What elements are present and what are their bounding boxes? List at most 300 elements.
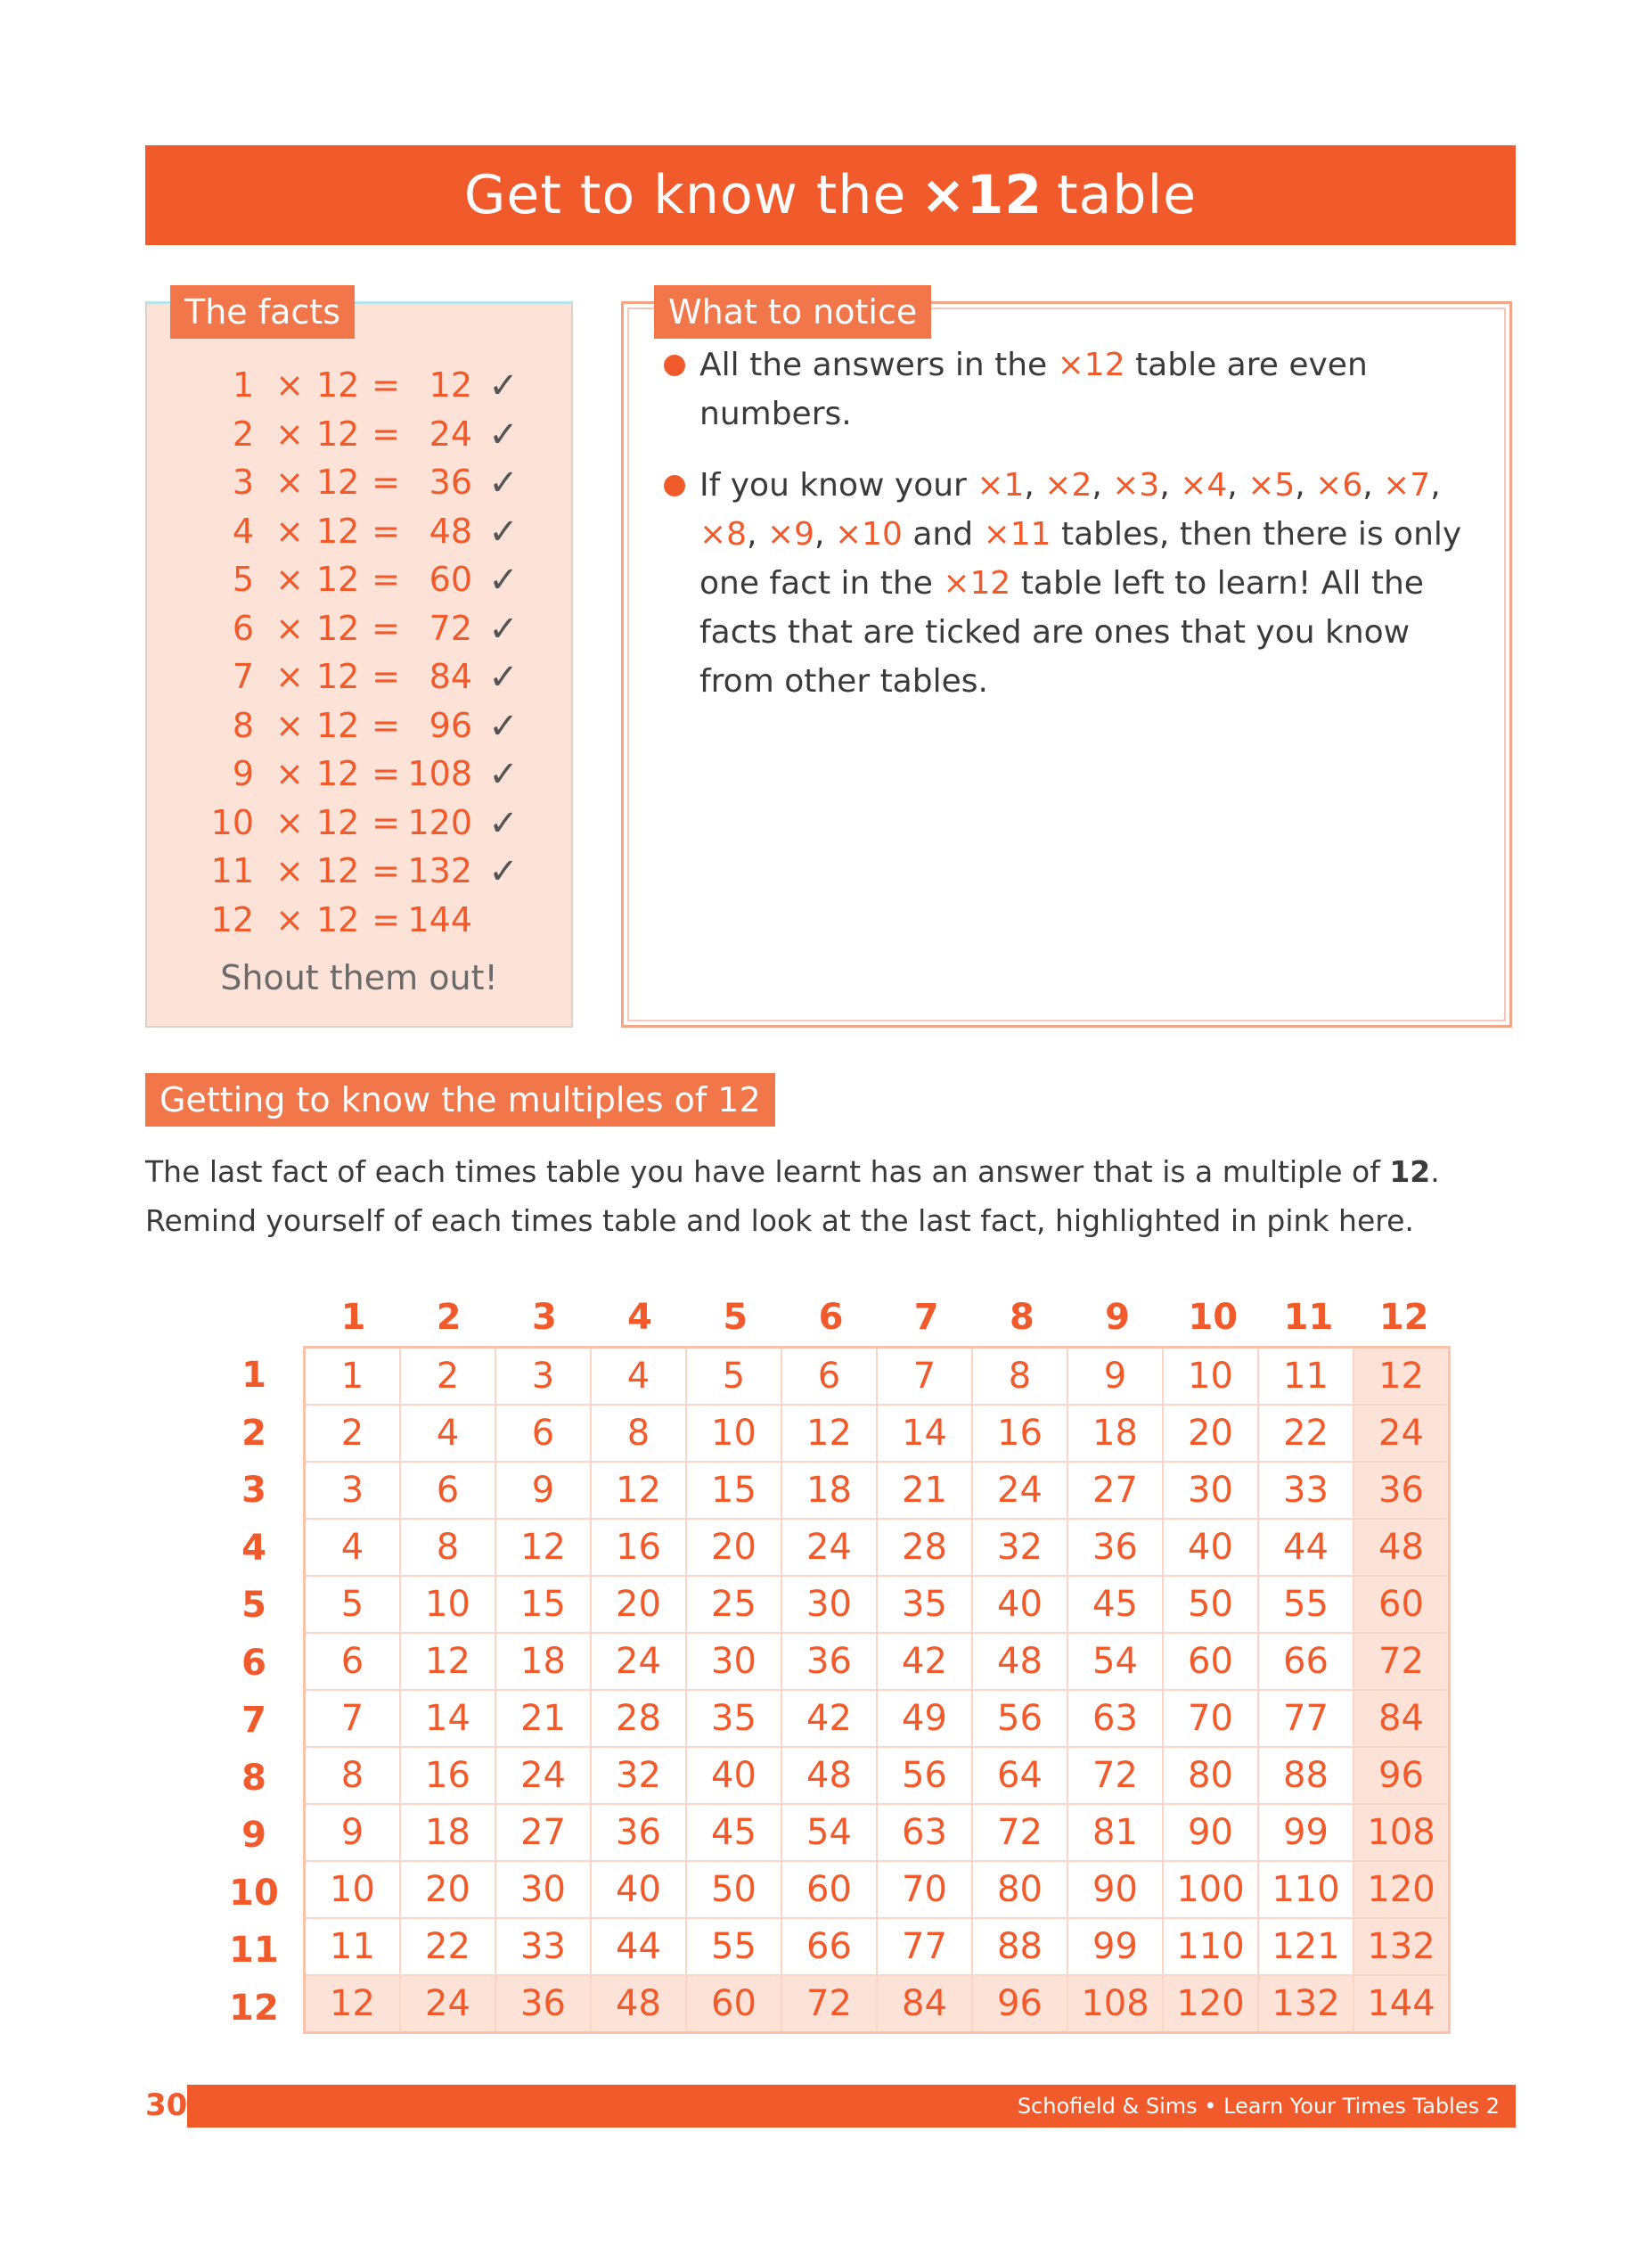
grid-cell: 40 xyxy=(686,1747,781,1804)
grid-row-header: 4 xyxy=(241,1527,266,1569)
notice-multiplier: ×10 xyxy=(834,516,903,553)
equals-sign: = xyxy=(372,463,400,502)
grid-cell: 60 xyxy=(686,1975,781,2033)
grid-cell: 36 xyxy=(1067,1519,1163,1576)
grid-cell: 8 xyxy=(305,1747,401,1804)
grid-cell: 10 xyxy=(305,1861,401,1918)
grid-cell: 9 xyxy=(1067,1348,1163,1406)
notice-text: table are even numbers. xyxy=(699,347,1368,432)
grid-cell: 84 xyxy=(1353,1690,1450,1747)
grid-cell: 7 xyxy=(877,1348,972,1406)
times-sign: × xyxy=(275,851,304,890)
facts-tab-label: The facts xyxy=(170,285,355,339)
grid-cell: 16 xyxy=(972,1405,1067,1462)
grid-cell: 12 xyxy=(305,1975,401,2033)
grid-cell: 20 xyxy=(1163,1405,1258,1462)
page-number: 30 xyxy=(145,2087,188,2123)
grid-cell: 21 xyxy=(877,1462,972,1519)
grid-cell: 44 xyxy=(1258,1519,1353,1576)
grid-cell: 84 xyxy=(877,1975,972,2033)
grid-row-header: 6 xyxy=(241,1642,266,1684)
fact-row xyxy=(205,414,544,463)
grid-cell: 120 xyxy=(1163,1975,1258,2033)
grid-row-header: 11 xyxy=(229,1930,279,1971)
grid-row-header: 10 xyxy=(229,1872,279,1914)
grid-cell: 66 xyxy=(1258,1633,1353,1690)
grid-cell: 60 xyxy=(1163,1633,1258,1690)
fact-multiplier: 12 xyxy=(316,851,360,890)
fact-multiplicand: 4 xyxy=(232,511,254,551)
bullet-dot xyxy=(664,355,685,376)
fact-row xyxy=(205,512,544,560)
grid-cell: 40 xyxy=(972,1576,1067,1633)
intro-text: . Remind yourself xyxy=(145,1154,1440,1238)
grid-row xyxy=(305,1405,1450,1462)
intro-text: of each times table and look at the last fact, highlighted in pink here. xyxy=(393,1203,1414,1238)
grid-cell: 80 xyxy=(972,1861,1067,1918)
fact-multiplicand: 8 xyxy=(232,705,254,745)
grid-row xyxy=(305,1690,1450,1747)
grid-column-header: 10 xyxy=(1188,1297,1239,1338)
fact-row xyxy=(205,365,544,414)
grid-cell: 77 xyxy=(877,1918,972,1975)
grid-cell: 33 xyxy=(495,1918,591,1975)
grid-cell: 25 xyxy=(686,1576,781,1633)
grid-cell: 36 xyxy=(781,1633,877,1690)
fact-multiplicand: 3 xyxy=(232,463,254,502)
grid-cell: 54 xyxy=(781,1804,877,1861)
equals-sign: = xyxy=(372,560,400,599)
fact-multiplier: 12 xyxy=(316,899,360,939)
fact-result: 36 xyxy=(429,463,472,502)
grid-cell: 54 xyxy=(1067,1633,1163,1690)
multiples-tab-label: Getting to know the multiples of 12 xyxy=(145,1073,775,1127)
title-prefix: Get to know the xyxy=(463,164,907,226)
fact-result: 108 xyxy=(407,754,472,793)
grid-cell: 88 xyxy=(1258,1747,1353,1804)
grid-column-header: 4 xyxy=(627,1297,653,1338)
grid-cell: 36 xyxy=(591,1804,686,1861)
grid-cell: 24 xyxy=(972,1462,1067,1519)
notice-bullet-1 xyxy=(699,340,1484,439)
fact-multiplicand: 1 xyxy=(232,365,254,405)
grid-cell: 24 xyxy=(400,1975,495,2033)
grid-cell: 16 xyxy=(591,1519,686,1576)
grid-cell: 22 xyxy=(400,1918,495,1975)
grid-cell: 60 xyxy=(1353,1576,1450,1633)
grid-cell: 132 xyxy=(1353,1918,1450,1975)
bullet-dot xyxy=(664,475,685,496)
grid-cell: 18 xyxy=(495,1633,591,1690)
grid-row xyxy=(305,1918,1450,1975)
grid-cell: 28 xyxy=(877,1519,972,1576)
multiplication-grid xyxy=(303,1346,1451,2034)
grid-cell: 7 xyxy=(305,1690,401,1747)
grid-cell: 45 xyxy=(686,1804,781,1861)
fact-row xyxy=(205,463,544,511)
grid-row-header: 3 xyxy=(241,1470,266,1511)
equals-sign: = xyxy=(372,754,400,793)
notice-text: in the xyxy=(840,565,933,602)
grid-cell: 30 xyxy=(495,1861,591,1918)
grid-cell: 99 xyxy=(1067,1918,1163,1975)
equals-sign: = xyxy=(372,705,400,745)
grid-cell: 4 xyxy=(305,1519,401,1576)
grid-row xyxy=(305,1576,1450,1633)
grid-cell: 42 xyxy=(877,1633,972,1690)
equals-sign: = xyxy=(372,365,400,405)
times-sign: × xyxy=(275,414,304,454)
fact-row xyxy=(205,706,544,754)
grid-column-header: 1 xyxy=(340,1297,366,1338)
grid-cell: 20 xyxy=(400,1861,495,1918)
fact-multiplier: 12 xyxy=(316,608,360,648)
grid-cell: 35 xyxy=(877,1576,972,1633)
grid-cell: 70 xyxy=(1163,1690,1258,1747)
fact-row xyxy=(205,803,544,851)
grid-cell: 24 xyxy=(781,1519,877,1576)
times-sign: × xyxy=(275,705,304,745)
grid-row-header: 2 xyxy=(241,1412,266,1454)
grid-cell: 120 xyxy=(1353,1861,1450,1918)
grid-cell: 72 xyxy=(1067,1747,1163,1804)
grid-cell: 15 xyxy=(495,1576,591,1633)
notice-text: ticked are ones that you know from other tables. xyxy=(699,614,1411,700)
fact-multiplier: 12 xyxy=(316,560,360,599)
fact-row xyxy=(205,657,544,705)
notice-multiplier: ×6 xyxy=(1315,467,1363,504)
grid-cell: 55 xyxy=(686,1918,781,1975)
fact-result: 60 xyxy=(429,560,472,599)
grid-column-header: 12 xyxy=(1378,1297,1429,1338)
notice-multiplier: ×2 xyxy=(1044,467,1092,504)
grid-row-header: 7 xyxy=(241,1700,266,1741)
fact-multiplicand: 9 xyxy=(232,754,254,793)
grid-cell: 1 xyxy=(305,1348,401,1406)
notice-bullet-2: If you know your ×1, ×2, ×3, ×4, ×5, ×6, ×7, ×8, ×9, ×10 and ×11 tables, then there is only one fact in the ×12 table left to learn! All the facts that are ticked are ones that you know from other tables. xyxy=(699,467,1462,700)
grid-cell: 9 xyxy=(495,1462,591,1519)
grid-row xyxy=(305,1804,1450,1861)
times-sign: × xyxy=(275,899,304,939)
grid-cell: 121 xyxy=(1258,1918,1353,1975)
grid-cell: 24 xyxy=(495,1747,591,1804)
grid-cell: 63 xyxy=(1067,1690,1163,1747)
fact-row xyxy=(205,754,544,802)
grid-cell: 64 xyxy=(972,1747,1067,1804)
grid-row-header: 9 xyxy=(241,1815,266,1856)
grid-cell: 72 xyxy=(972,1804,1067,1861)
fact-multiplier: 12 xyxy=(316,705,360,745)
title-multiplier: ×12 xyxy=(920,164,1043,226)
grid-cell: 12 xyxy=(781,1405,877,1462)
grid-cell: 5 xyxy=(686,1348,781,1406)
grid-column-header: 2 xyxy=(436,1297,462,1338)
intro-text: The last fact of each times table you have learnt has an answer that is a multiple of xyxy=(145,1154,1380,1189)
tick-icon: ✓ xyxy=(488,705,519,747)
grid-cell: 72 xyxy=(781,1975,877,2033)
notice-text: table left to learn! All the facts that are xyxy=(699,565,1424,651)
grid-cell: 10 xyxy=(400,1576,495,1633)
grid-cell: 20 xyxy=(686,1519,781,1576)
grid-column-header: 11 xyxy=(1283,1297,1334,1338)
grid-cell: 90 xyxy=(1163,1804,1258,1861)
fact-multiplier: 12 xyxy=(316,802,360,842)
grid-cell: 99 xyxy=(1258,1804,1353,1861)
times-sign: × xyxy=(275,365,304,405)
fact-multiplicand: 5 xyxy=(232,560,254,599)
times-sign: × xyxy=(275,608,304,648)
grid-column-header: 6 xyxy=(818,1297,844,1338)
grid-cell: 21 xyxy=(495,1690,591,1747)
grid-row xyxy=(305,1348,1450,1406)
tick-icon: ✓ xyxy=(488,657,519,698)
notice-text: If you know your xyxy=(699,467,967,504)
grid-cell: 2 xyxy=(400,1348,495,1406)
grid-cell: 20 xyxy=(591,1576,686,1633)
tick-icon: ✓ xyxy=(488,754,519,795)
tick-icon: ✓ xyxy=(488,365,519,406)
notice-text: tables, then there is only one fact xyxy=(699,516,1462,602)
grid-cell: 18 xyxy=(781,1462,877,1519)
multiplication-table xyxy=(303,1346,1451,2034)
grid-cell: 108 xyxy=(1353,1804,1450,1861)
times-sign: × xyxy=(275,802,304,842)
notice-multiplier: ×4 xyxy=(1180,467,1228,504)
notice-tab-label: What to notice xyxy=(654,285,931,339)
grid-row xyxy=(305,1975,1450,2033)
grid-cell: 48 xyxy=(591,1975,686,2033)
grid-cell: 72 xyxy=(1353,1633,1450,1690)
times-sign: × xyxy=(275,511,304,551)
grid-row xyxy=(305,1633,1450,1690)
equals-sign: = xyxy=(372,608,400,648)
grid-cell: 35 xyxy=(686,1690,781,1747)
grid-cell: 2 xyxy=(305,1405,401,1462)
grid-row xyxy=(305,1462,1450,1519)
fact-row xyxy=(205,560,544,608)
fact-result: 48 xyxy=(429,511,472,551)
grid-cell: 22 xyxy=(1258,1405,1353,1462)
grid-cell: 8 xyxy=(400,1519,495,1576)
grid-cell: 50 xyxy=(1163,1576,1258,1633)
fact-result: 72 xyxy=(429,608,472,648)
tick-icon: ✓ xyxy=(488,608,519,650)
grid-row-header: 1 xyxy=(241,1355,266,1396)
grid-cell: 3 xyxy=(495,1348,591,1406)
grid-cell: 36 xyxy=(495,1975,591,2033)
equals-sign: = xyxy=(372,657,400,696)
grid-cell: 12 xyxy=(495,1519,591,1576)
notice-multiplier: ×3 xyxy=(1112,467,1160,504)
times-sign: × xyxy=(275,463,304,502)
times-sign: × xyxy=(275,657,304,696)
equals-sign: = xyxy=(372,899,400,939)
shout-text: Shout them out! xyxy=(220,958,498,997)
grid-cell: 27 xyxy=(1067,1462,1163,1519)
grid-cell: 108 xyxy=(1067,1975,1163,2033)
equals-sign: = xyxy=(372,851,400,890)
grid-cell: 30 xyxy=(686,1633,781,1690)
grid-cell: 24 xyxy=(1353,1405,1450,1462)
notice-text: All the answers in the xyxy=(699,347,1048,383)
grid-cell: 96 xyxy=(1353,1747,1450,1804)
grid-cell: 8 xyxy=(591,1405,686,1462)
grid-cell: 88 xyxy=(972,1918,1067,1975)
grid-column-header: 7 xyxy=(913,1297,939,1338)
grid-cell: 96 xyxy=(972,1975,1067,2033)
grid-cell: 55 xyxy=(1258,1576,1353,1633)
grid-cell: 3 xyxy=(305,1462,401,1519)
grid-cell: 56 xyxy=(972,1690,1067,1747)
grid-cell: 8 xyxy=(972,1348,1067,1406)
grid-cell: 81 xyxy=(1067,1804,1163,1861)
fact-result: 84 xyxy=(429,657,472,696)
grid-cell: 12 xyxy=(591,1462,686,1519)
grid-cell: 63 xyxy=(877,1804,972,1861)
times-sign: × xyxy=(275,560,304,599)
grid-cell: 144 xyxy=(1353,1975,1450,2033)
grid-column-header: 8 xyxy=(1009,1297,1035,1338)
grid-cell: 40 xyxy=(1163,1519,1258,1576)
times-sign: × xyxy=(275,754,304,793)
grid-cell: 12 xyxy=(1353,1348,1450,1406)
fact-multiplier: 12 xyxy=(316,414,360,454)
grid-cell: 36 xyxy=(1353,1462,1450,1519)
notice-multiplier: ×9 xyxy=(766,516,815,553)
fact-multiplicand: 11 xyxy=(210,851,254,890)
grid-cell: 16 xyxy=(400,1747,495,1804)
grid-row xyxy=(305,1861,1450,1918)
grid-row xyxy=(305,1519,1450,1576)
notice-multiplier: ×8 xyxy=(699,516,748,553)
grid-column-header: 9 xyxy=(1105,1297,1131,1338)
grid-row-header: 5 xyxy=(241,1585,266,1626)
grid-cell: 4 xyxy=(591,1348,686,1406)
grid-cell: 6 xyxy=(400,1462,495,1519)
grid-cell: 11 xyxy=(305,1918,401,1975)
grid-cell: 48 xyxy=(972,1633,1067,1690)
grid-cell: 56 xyxy=(877,1747,972,1804)
tick-icon: ✓ xyxy=(488,851,519,892)
equals-sign: = xyxy=(372,414,400,454)
fact-multiplier: 12 xyxy=(316,754,360,793)
grid-cell: 60 xyxy=(781,1861,877,1918)
grid-cell: 110 xyxy=(1258,1861,1353,1918)
grid-cell: 32 xyxy=(972,1519,1067,1576)
fact-multiplier: 12 xyxy=(316,463,360,502)
fact-multiplicand: 12 xyxy=(210,899,254,939)
equals-sign: = xyxy=(372,802,400,842)
fact-result: 144 xyxy=(407,899,472,939)
grid-row-header: 12 xyxy=(229,1987,279,2029)
grid-cell: 45 xyxy=(1067,1576,1163,1633)
grid-cell: 10 xyxy=(686,1405,781,1462)
grid-cell: 18 xyxy=(1067,1405,1163,1462)
grid-cell: 44 xyxy=(591,1918,686,1975)
footer-bar: Schofield & Sims • Learn Your Times Tables 2 xyxy=(187,2085,1516,2128)
grid-cell: 32 xyxy=(591,1747,686,1804)
fact-result: 132 xyxy=(407,851,472,890)
notice-multiplier: ×1 xyxy=(977,467,1025,504)
grid-cell: 100 xyxy=(1163,1861,1258,1918)
fact-multiplicand: 2 xyxy=(232,414,254,454)
grid-cell: 15 xyxy=(686,1462,781,1519)
grid-row xyxy=(305,1747,1450,1804)
notice-multiplier: ×7 xyxy=(1383,467,1431,504)
fact-multiplier: 12 xyxy=(316,657,360,696)
tick-icon: ✓ xyxy=(488,511,519,553)
equals-sign: = xyxy=(372,511,400,551)
intro-paragraph xyxy=(145,1147,1535,1245)
grid-cell: 40 xyxy=(591,1861,686,1918)
grid-cell: 6 xyxy=(495,1405,591,1462)
notice-multiplier: ×11 xyxy=(983,516,1051,553)
notice-text: and xyxy=(912,516,974,553)
fact-multiplicand: 7 xyxy=(232,657,254,696)
notice-multiplier: ×12 xyxy=(1057,347,1125,383)
tick-icon: ✓ xyxy=(488,414,519,455)
fact-multiplier: 12 xyxy=(316,511,360,551)
grid-cell: 30 xyxy=(1163,1462,1258,1519)
intro-bold-number: 12 xyxy=(1389,1154,1431,1189)
grid-cell: 33 xyxy=(1258,1462,1353,1519)
grid-cell: 4 xyxy=(400,1405,495,1462)
grid-cell: 18 xyxy=(400,1804,495,1861)
grid-column-header: 5 xyxy=(723,1297,748,1338)
fact-multiplier: 12 xyxy=(316,365,360,405)
notice-multiplier: ×5 xyxy=(1247,467,1296,504)
grid-cell: 14 xyxy=(877,1405,972,1462)
notice-multiplier: ×12 xyxy=(943,565,1011,602)
fact-row xyxy=(205,609,544,657)
grid-cell: 9 xyxy=(305,1804,401,1861)
grid-cell: 30 xyxy=(781,1576,877,1633)
grid-cell: 6 xyxy=(305,1633,401,1690)
fact-result: 96 xyxy=(429,705,472,745)
tick-icon: ✓ xyxy=(488,802,519,844)
fact-multiplicand: 10 xyxy=(210,802,254,842)
fact-multiplicand: 6 xyxy=(232,608,254,648)
grid-cell: 77 xyxy=(1258,1690,1353,1747)
grid-cell: 28 xyxy=(591,1690,686,1747)
grid-cell: 11 xyxy=(1258,1348,1353,1406)
grid-cell: 50 xyxy=(686,1861,781,1918)
grid-cell: 49 xyxy=(877,1690,972,1747)
fact-result: 24 xyxy=(429,414,472,454)
grid-cell: 6 xyxy=(781,1348,877,1406)
grid-cell: 24 xyxy=(591,1633,686,1690)
grid-row-header: 8 xyxy=(241,1757,266,1799)
grid-cell: 5 xyxy=(305,1576,401,1633)
grid-cell: 90 xyxy=(1067,1861,1163,1918)
fact-result: 12 xyxy=(429,365,472,405)
fact-row xyxy=(205,851,544,899)
title-suffix: table xyxy=(1057,164,1198,226)
tick-icon: ✓ xyxy=(488,560,519,601)
grid-cell: 14 xyxy=(400,1690,495,1747)
grid-cell: 110 xyxy=(1163,1918,1258,1975)
grid-cell: 70 xyxy=(877,1861,972,1918)
grid-cell: 48 xyxy=(781,1747,877,1804)
tick-icon: ✓ xyxy=(488,463,519,504)
grid-cell: 42 xyxy=(781,1690,877,1747)
grid-column-header: 3 xyxy=(531,1297,557,1338)
grid-cell: 132 xyxy=(1258,1975,1353,2033)
grid-cell: 66 xyxy=(781,1918,877,1975)
grid-cell: 27 xyxy=(495,1804,591,1861)
grid-cell: 12 xyxy=(400,1633,495,1690)
fact-row xyxy=(205,900,544,948)
